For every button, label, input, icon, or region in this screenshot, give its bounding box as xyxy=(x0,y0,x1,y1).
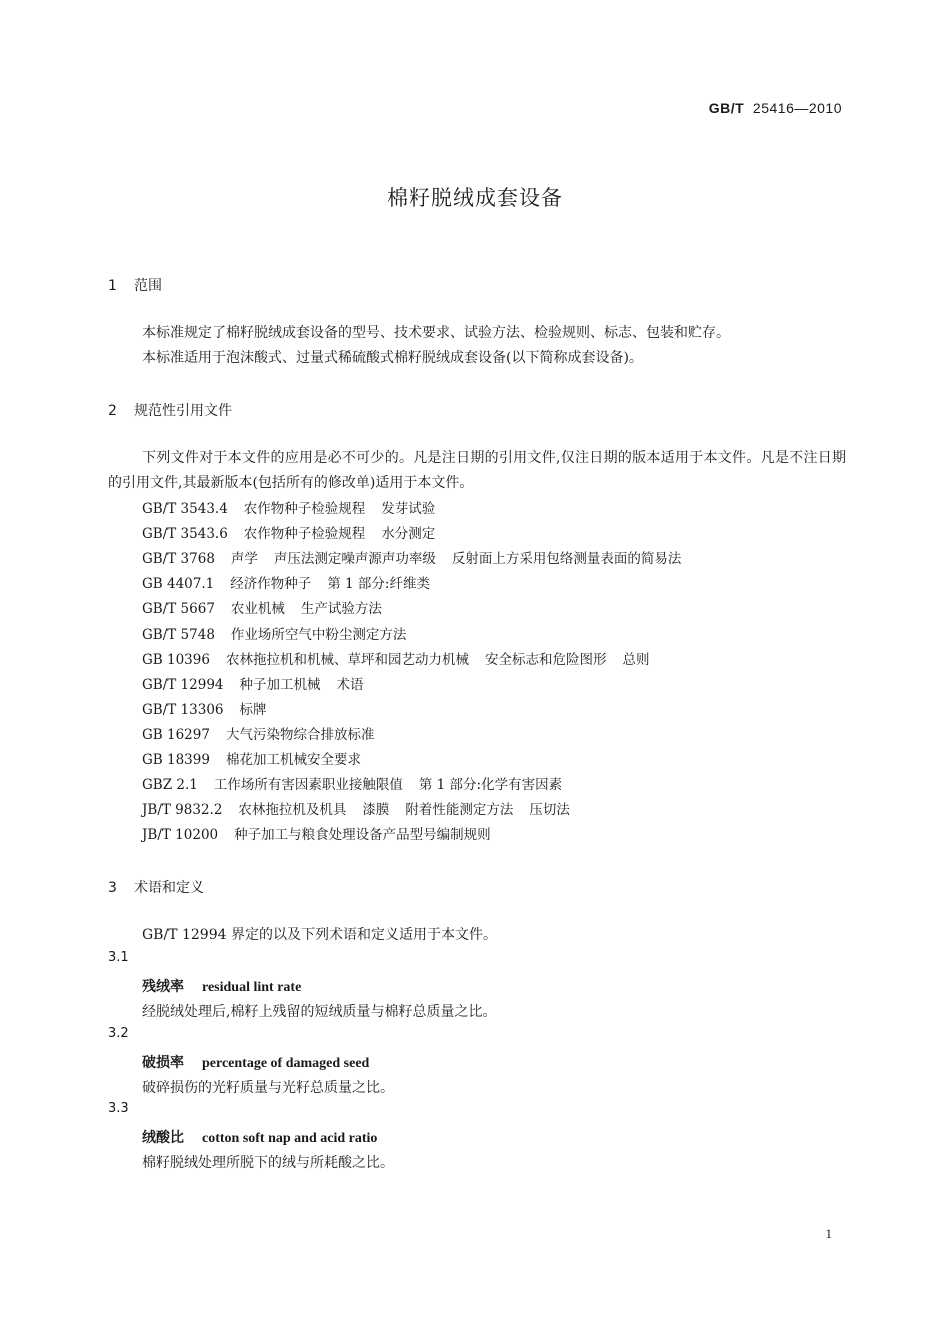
reference-title-part: 农作物种子检验规程 xyxy=(243,501,366,517)
section-number: 3 xyxy=(108,880,117,896)
reference-code: JB/T 9832.2 xyxy=(142,802,223,819)
reference-code: GB/T 3768 xyxy=(142,551,215,568)
paragraph: 本标准适用于泡沫酸式、过量式稀硫酸式棉籽脱绒成套设备(以下简称成套设备)。 xyxy=(142,350,643,366)
reference-item xyxy=(142,698,283,723)
section-2-heading xyxy=(108,400,232,420)
reference-item xyxy=(142,723,390,748)
reference-item xyxy=(142,648,665,673)
page-number: 1 xyxy=(825,1226,832,1241)
reference-item xyxy=(142,623,422,648)
reference-title-part: 声学 xyxy=(230,551,258,568)
reference-title-part: 农业机械 xyxy=(230,601,285,618)
reference-title-part: 总则 xyxy=(622,651,650,668)
paragraph: GB/T 12994 界定的以及下列术语和定义适用于本文件。 xyxy=(142,927,497,943)
reference-title-part: 水分测定 xyxy=(381,526,436,543)
reference-title-part: 种子加工机械 xyxy=(239,676,321,693)
section-number: 2 xyxy=(108,403,117,419)
reference-item xyxy=(142,572,446,597)
section-1-heading xyxy=(108,275,162,295)
reference-title-part: 第 1 部分:化学有害因素 xyxy=(418,777,563,794)
reference-item xyxy=(142,497,451,522)
reference-item xyxy=(142,798,586,823)
reference-title-part: 农林拖拉机和机械、草坪和园艺动力机械 xyxy=(225,651,469,668)
term-definition: 棉籽脱绒处理所脱下的绒与所耗酸之比。 xyxy=(142,1155,394,1171)
reference-title-part: 大气污染物综合排放标准 xyxy=(225,726,375,743)
reference-title-part: 发芽试验 xyxy=(381,501,436,517)
reference-item xyxy=(142,547,697,572)
section-title: 术语和定义 xyxy=(134,880,204,896)
term-name xyxy=(142,1127,377,1147)
reference-code: GB 18399 xyxy=(142,752,210,768)
term-number: 3.2 xyxy=(108,1025,129,1041)
term-english: cotton soft nap and acid ratio xyxy=(202,1131,378,1146)
reference-title-part: 术语 xyxy=(336,676,364,693)
standard-number: 25416—2010 xyxy=(752,100,842,116)
reference-title-part: 安全标志和危险图形 xyxy=(484,651,607,668)
reference-title-part: 种子加工与粮食处理设备产品型号编制规则 xyxy=(234,827,491,844)
reference-item xyxy=(142,522,451,547)
reference-title-part: 第 1 部分:纤维类 xyxy=(327,576,430,593)
reference-item xyxy=(142,823,507,848)
reference-code: GB/T 13306 xyxy=(142,701,224,718)
paragraph: 下列文件对于本文件的应用是必不可少的。凡是注日期的引用文件,仅注日期的版本适用于本文件。凡是不注日期的引用文件,其最新版本(包括所有的修改单)适用于本文件。 xyxy=(108,450,846,491)
reference-title-part: 声压法测定噪声源声功率级 xyxy=(273,551,436,568)
section-number: 1 xyxy=(108,278,117,294)
reference-title-part: 漆膜 xyxy=(362,802,390,819)
page-title: 棉籽脱绒成套设备 xyxy=(387,186,563,210)
reference-title-part: 棉花加工机械安全要求 xyxy=(225,752,361,768)
reference-title-part: 压切法 xyxy=(529,802,570,819)
term-name xyxy=(142,1052,369,1072)
reference-title-part: 作业场所空气中粉尘测定方法 xyxy=(230,626,407,643)
standard-prefix: GB/T xyxy=(708,100,745,116)
reference-title-part: 经济作物种子 xyxy=(230,576,312,593)
term-definition: 破碎损伤的光籽质量与光籽总质量之比。 xyxy=(142,1079,394,1096)
reference-code: GB/T 12994 xyxy=(142,676,224,693)
reference-item xyxy=(142,597,398,622)
reference-code: GBZ 2.1 xyxy=(142,777,198,794)
term-chinese: 绒酸比 xyxy=(142,1130,184,1146)
reference-code: GB/T 5667 xyxy=(142,601,215,618)
term-chinese: 残绒率 xyxy=(142,979,184,995)
reference-title-part: 标牌 xyxy=(239,701,267,718)
section-title: 规范性引用文件 xyxy=(134,403,232,419)
term-number: 3.3 xyxy=(108,1101,129,1116)
reference-item xyxy=(142,748,377,773)
reference-title-part: 农林拖拉机及机具 xyxy=(238,802,347,819)
reference-code: GB/T 3543.4 xyxy=(142,501,228,517)
section-3-heading xyxy=(108,877,204,897)
reference-code: GB 4407.1 xyxy=(142,576,215,593)
section-title: 范围 xyxy=(134,278,162,294)
reference-title-part: 生产试验方法 xyxy=(300,601,382,618)
reference-title-part: 农作物种子检验规程 xyxy=(243,526,366,543)
reference-code: GB/T 3543.6 xyxy=(142,526,228,543)
reference-code: JB/T 10200 xyxy=(142,827,219,844)
reference-item xyxy=(142,673,380,698)
paragraph: 本标准规定了棉籽脱绒成套设备的型号、技术要求、试验方法、检验规则、标志、包装和贮存。 xyxy=(142,325,730,341)
reference-title-part: 工作场所有害因素职业接触限值 xyxy=(213,777,403,794)
term-chinese: 破损率 xyxy=(142,1054,184,1071)
term-number: 3.1 xyxy=(108,950,129,965)
reference-code: GB 16297 xyxy=(142,726,210,743)
reference-item xyxy=(142,773,578,798)
term-english: percentage of damaged seed xyxy=(202,1055,370,1071)
standard-code xyxy=(709,100,842,116)
term-name xyxy=(142,976,301,996)
term-definition: 经脱绒处理后,棉籽上残留的短绒质量与棉籽总质量之比。 xyxy=(142,1004,497,1020)
reference-title-part: 附着性能测定方法 xyxy=(405,802,514,819)
reference-code: GB/T 5748 xyxy=(142,626,215,643)
reference-code: GB 10396 xyxy=(142,651,210,668)
term-english: residual lint rate xyxy=(202,980,302,995)
reference-title-part: 反射面上方采用包络测量表面的简易法 xyxy=(451,551,682,568)
